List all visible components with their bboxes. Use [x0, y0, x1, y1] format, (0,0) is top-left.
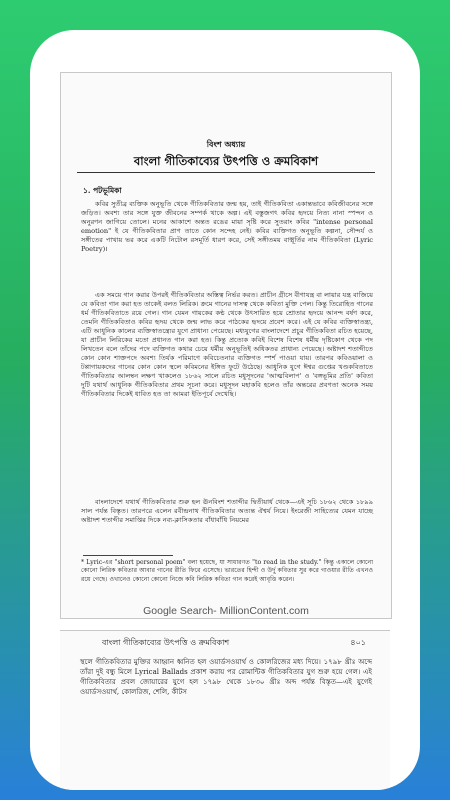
paragraph-1: কবির সুতীব্র ব্যক্তিক অনুভূতি থেকে গীতিকবিতার জন্ম হয়, তাই গীতিকবিতা একান্তভাবে কবিজীবনের সঙ্গে জড়িত। অবশ্য তার সঙ্গে যুক্ত জীবনের সম্পর্ক থাকে অল্প। এই বস্তুজগৎ কবির হৃদয়ে নিত্য নানা স্পন্দন ও অনুরণন জাগিয়ে তোলে। মনের আকাশে অন্তত রঙের মায়া সৃষ্টি করে সুতরাং কবির "intense personal emotion" ই যে গীতিকবিতার প্রাণ তাতে কোন সন্দেহ নেই। কবির ব্যক্তিগত অনুভূতি কল্পনা, সৌন্দর্য ও সঙ্গীতের পাখায় ভর করে একটি নিটোল রসমূর্তি ধারণ করে, সেই সঙ্গীতময় বাক্মূর্তির নাম গীতিকবিতা (Lyric Poetry)।: [81, 200, 373, 253]
chapter-title: বাংলা গীতিকাব্যের উৎপত্তি ও ক্রমবিকাশ: [133, 154, 319, 168]
title-divider: [77, 172, 375, 173]
document-page-2: [60, 630, 390, 790]
running-header-title: বাংলা গীতিকাব্যের উৎপত্তি ও ক্রমবিকাশ: [102, 638, 230, 647]
section-heading: ১. পটভূমিকা: [83, 186, 122, 195]
phone-frame: [30, 30, 420, 790]
footnote: * Lyric-এর "short personal poem" বলা হয়েছে, যা সাধারণত "to read in the study." কিন্তু একালে কোনো কোনো লিরিক কবিতার আবার গানের রীতি ফিরে এসেছে। ভারতের হিন্দী ও উর্দু কবিতার সুর করে গাওয়ার রীতি এখনও রয়ে গেছে। ওখানেও কোনো কোনো নিজে কবি লিরিক কবিতা গান করেই আবৃত্তি করেন।: [81, 559, 373, 583]
chapter-label: বিংশ অধ্যায়: [206, 139, 246, 149]
document-page: [60, 72, 392, 619]
running-header: [102, 637, 366, 650]
paragraph-3: বাংলাদেশে যথার্থ গীতিকবিতার শুরু হল ঊনবিংশ শতাব্দীর দ্বিতীয়ার্ধ থেকে—এই সূচি ১৮৬২ থেকে ১৮৯৯ সাল পর্যন্ত বিস্তৃত। তারপরে এলেন রবীন্দ্রনাথ গীতিকবিতার অত্যন্ত ঐশ্বর্য নিয়ে। ইংরেজী সাহিত্যের যেমন যাচ্ছে অষ্টাদশ শতাব্দীর সমাপ্তির দিকে নব্য-ক্লাসিকতার বাঁধাবাঁধি নিয়মের: [81, 498, 373, 524]
page2-text: স্থলে গীতিকবিতার মুক্তির আহ্বান ধ্বনিত হল ওয়ার্ডসওয়ার্থ ও কোলরিজের মধ্য দিয়ে। ১৭৯৮ খ্রীঃ অব্দে তাঁরা দুই বন্ধু মিলে Lyrical Ballads প্রকাশ করায় পর রোমান্টিক গীতিকবিতার যুগ শুরু হয়ে গেল। এই গীতিকবিতার প্রবল জোয়ারের যুগে হল ১৭৯৮ থেকে ১৮৩০ খ্রীঃ অব্দ পর্যন্ত বিস্তৃত—এই যুগেই ওয়ার্ডসওয়ার্থ, কোলরিজ, শেলি, কীটস: [80, 658, 372, 696]
footnote-divider: [83, 555, 173, 556]
watermark-text: Google Search- MillionContent.com: [143, 605, 309, 617]
page-number: ৪০১: [350, 638, 366, 647]
paragraph-2: এক সময়ে গান করার উপরই গীতিকবিতার অস্তিত্ব নির্ভর করত। প্রাচীন গ্রীসে বীণাযন্ত্র বা লায়ার যন্ত্র বাজিয়ে যে কবিতা গান করা হত তাকেই বলত লিরিক। ক্রমে গানের দাসত্ব থেকে কবিতা মুক্তি পেল। কিন্তু তিরোহিত গানের ধর্ম গীতিকবিতাতে রয়ে গেল। গান যেমন গায়কের কণ্ঠ থেকে উৎসারিত হয়ে শ্রোতার হৃদয়ে আনন্দ বর্ষণ করে, তেমনি গীতিকবিতাও কবির হৃদয় থেকে জন্ম লাভ করে পাঠকের হৃদয়ে প্রবেশ করে। এই যে কবির ব্যক্তিস্বাতন্ত্র্য, এটি আধুনিক কালের ব্যক্তিস্বাতন্ত্র্যের যুগে প্রাধান্য পেয়েছে। মধ্যযুগের বাংলাদেশে প্রচুর গীতিকবিতা রচিত হয়েছে, যা প্রাচীন লিরিকের মতো প্রধানত গান করা হত। কিন্তু প্রত্যেক কবিই বিশেষ বিশেষ ধর্মীয় দৃষ্টিকোণ থেকে পদ লিখতেন বলে তাঁদের পদে ব্যক্তিগত কথার চেয়ে ধর্মীয় অনুভূতিই অধিকতর প্রাধান্য পেয়েছে। অষ্টাদশ শতাব্দীতে কোন কোন শাক্তপদে অবশ্য তির্যক পরিমাণে কবিচেতনার ব্যক্তিগত স্পর্শ পাওয়া যায়। তারপর কবিওয়ালা ও টপ্পাগায়কদের গানের কোন কোন স্থলে কবিমনের ইঙ্গিত ফুটে উঠেছে। আধুনিক যুগে ঈশ্বর গুপ্তের খণ্ডকবিতাতে গীতিকবিতার আলম্বন লক্ষণ খাকলেও ১৮৬২ সালে রচিত মধুসূদনের 'আত্মবিলাপ' ও 'বঙ্গভূমির প্রতি' কবিতা দুটি যথার্থ আধুনিক গীতিকবিতার প্রথম সূচনা করে। মধুসূদন মহাকবি হলেও তাঁর অন্তরের প্রবণতা অনেক সময় গীতিকবিতার দিকেই ধাবিত হত তা আমরা ইতিপূর্বে দেখেছি।: [81, 291, 373, 398]
